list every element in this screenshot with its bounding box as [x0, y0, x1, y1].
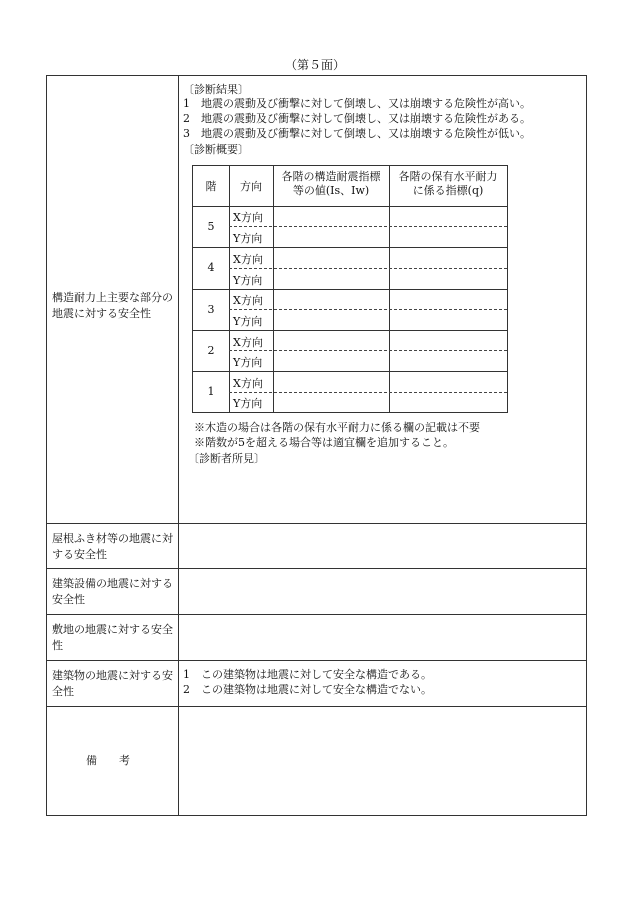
- form-table: [46, 75, 587, 816]
- floor-5: 5: [207, 220, 215, 233]
- header-floor: 階: [205, 180, 217, 193]
- table-dashed-line: [229, 309, 507, 310]
- header-seismic-index: 各階の構造耐震指標 等の値(Is、Iw): [281, 170, 381, 197]
- result-item: 1 地震の震動及び衝撃に対して倒壊し、又は崩壊する危険性が高い。: [183, 97, 531, 110]
- direction-x: X方向: [233, 211, 263, 224]
- row-divider: [47, 706, 586, 707]
- diagnoser-opinion-heading: 〔診断者所見〕: [188, 452, 265, 465]
- diagnosis-table: [192, 165, 508, 413]
- table-row-line: [193, 330, 507, 331]
- building-option: 2 この建築物は地震に対して安全な構造でない。: [183, 683, 432, 696]
- direction-x: X方向: [233, 253, 263, 266]
- diagnosis-summary-heading: 〔診断概要〕: [183, 143, 249, 156]
- note-floors: ※階数が5を超える場合等は適宜欄を追加すること。: [194, 436, 454, 449]
- table-dashed-line: [229, 392, 507, 393]
- direction-x: X方向: [233, 336, 263, 349]
- row-divider: [47, 568, 586, 569]
- floor-1: 1: [207, 385, 215, 398]
- direction-y: Y方向: [233, 356, 263, 369]
- building-option: 1 この建築物は地震に対して安全な構造である。: [183, 668, 432, 681]
- structure-safety-label: 構造耐力上主要な部分の地震に対する安全性: [52, 291, 173, 320]
- equipment-safety-label: 建築設備の地震に対する安全性: [52, 577, 173, 606]
- row-divider: [47, 614, 586, 615]
- result-item: 3 地震の震動及び衝撃に対して倒壊し、又は崩壊する危険性が低い。: [183, 127, 531, 140]
- direction-y: Y方向: [233, 315, 263, 328]
- column-divider: [178, 76, 179, 815]
- table-dashed-line: [229, 226, 507, 227]
- header-capacity-index: 各階の保有水平耐力 に係る指標(q): [398, 170, 498, 197]
- header-direction: 方向: [240, 180, 262, 193]
- diagnosis-result-heading: 〔診断結果〕: [183, 83, 249, 96]
- floor-3: 3: [207, 303, 215, 316]
- table-dashed-line: [229, 350, 507, 351]
- table-dashed-line: [229, 268, 507, 269]
- row-divider: [47, 660, 586, 661]
- table-row-line: [193, 289, 507, 290]
- roof-safety-label: 屋根ふき材等の地震に対する安全性: [52, 532, 173, 561]
- floor-4: 4: [207, 261, 215, 274]
- row-divider: [47, 523, 586, 524]
- direction-y: Y方向: [233, 274, 263, 287]
- site-safety-label: 敷地の地震に対する安全性: [52, 623, 173, 652]
- floor-2: 2: [207, 344, 215, 357]
- direction-x: X方向: [233, 377, 263, 390]
- page-label: （第５面）: [284, 58, 345, 72]
- table-row-line: [193, 206, 507, 207]
- note-wood: ※木造の場合は各階の保有水平耐力に係る欄の記載は不要: [194, 421, 480, 434]
- direction-y: Y方向: [233, 397, 263, 410]
- direction-y: Y方向: [233, 232, 263, 245]
- table-row-line: [193, 371, 507, 372]
- table-row-line: [193, 247, 507, 248]
- building-safety-label: 建築物の地震に対する安全性: [52, 669, 173, 698]
- direction-x: X方向: [233, 294, 263, 307]
- result-item: 2 地震の震動及び衝撃に対して倒壊し、又は崩壊する危険性がある。: [183, 112, 531, 125]
- remarks-label: 備 考: [86, 754, 130, 767]
